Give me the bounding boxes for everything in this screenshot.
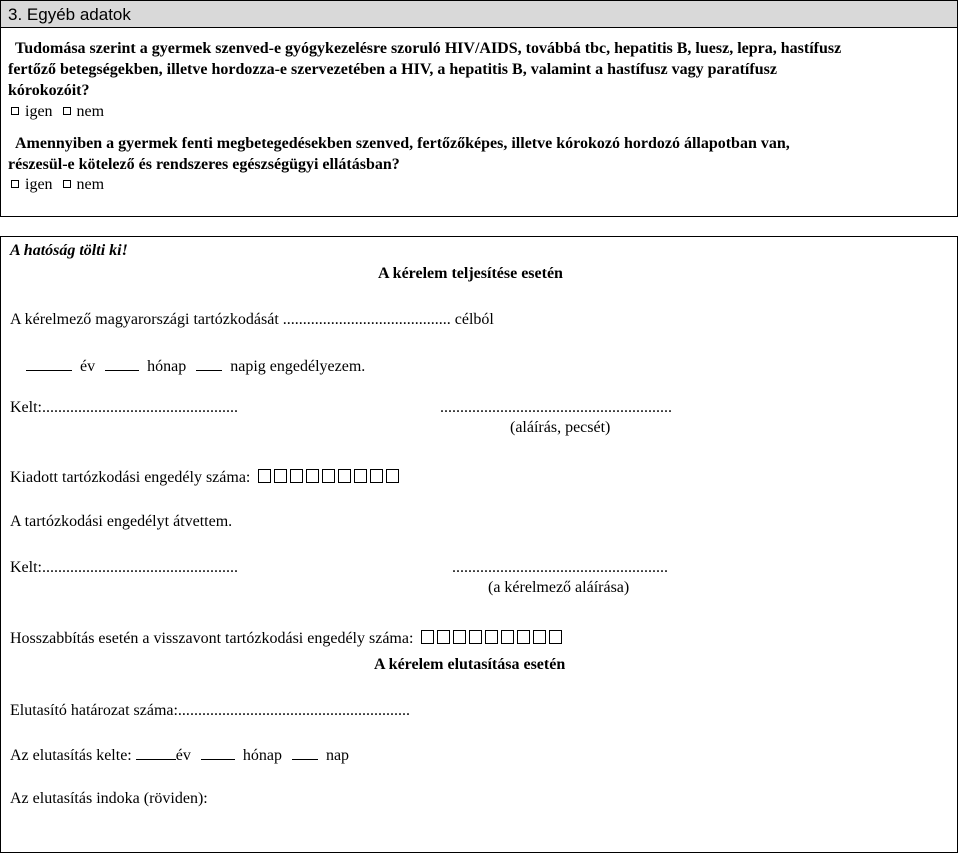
reject-number[interactable] — [10, 702, 410, 720]
authority-note: A hatóság tölti ki! — [10, 242, 128, 259]
q2-no-label: nem — [76, 176, 105, 193]
extension-label: Hosszabbítás esetén a visszavont tartózkodási engedély száma: — [10, 630, 414, 647]
q1-no-checkbox[interactable] — [63, 107, 71, 115]
q1-yes-checkbox[interactable] — [11, 107, 19, 115]
stay-purpose-pre: A kérelmező magyarországi tartózkodását — [10, 311, 279, 328]
reject-year-label: év — [175, 747, 191, 764]
reject-date-label: Az elutasítás kelte: — [10, 747, 132, 764]
signature-1-dots-ext: ....................................................... — [452, 399, 672, 416]
period-line — [26, 356, 365, 376]
q1-no-label: nem — [76, 103, 105, 120]
signature-1-dots: ... — [440, 399, 452, 416]
permit-number-line — [10, 469, 399, 487]
kelt-1-text: Kelt:... — [10, 399, 54, 416]
period-year-label: év — [80, 358, 96, 375]
period-day-field[interactable] — [196, 356, 222, 371]
q1-line3: kórokozóit? — [8, 82, 90, 99]
kelt-2-text: Kelt:... — [10, 559, 54, 576]
reject-month-label: hónap — [242, 747, 282, 764]
kelt-1[interactable] — [10, 399, 238, 417]
stay-purpose-line — [10, 311, 494, 329]
stay-purpose-post: célból — [454, 311, 494, 328]
reject-year-field[interactable] — [136, 745, 176, 760]
q2-yes-checkbox[interactable] — [11, 180, 19, 188]
q2-yes-label: igen — [25, 176, 53, 193]
kelt-2[interactable] — [10, 559, 238, 577]
section-title: 3. Egyéb adatok — [8, 5, 131, 24]
kelt-1-dots: .............................................. — [54, 399, 238, 416]
q2-line2: részesül-e kötelező és rendszeres egészségügyi ellátásban? — [8, 156, 400, 173]
permit-number-boxes[interactable] — [258, 469, 399, 483]
q2-line1: Amennyiben a gyermek fenti megbetegedésekben szenved, fertőzőképes, illetve kórokozó hordozó állapotban van, — [15, 135, 790, 152]
section-header — [0, 0, 958, 28]
period-day-label: napig engedélyezem. — [230, 358, 366, 375]
extension-number-boxes[interactable] — [421, 630, 562, 644]
kelt-2-dots: .............................................. — [54, 559, 238, 576]
extension-line — [10, 630, 562, 648]
reject-number-dots: ....................................................... — [189, 702, 410, 719]
signature-1-label: (aláírás, pecsét) — [510, 419, 611, 436]
q1-line1: Tudomása szerint a gyermek szenved-e gyógykezelésre szoruló HIV/AIDS, továbbá tbc, hepatitis B, luesz, lepra, hastífusz — [15, 40, 842, 57]
q1-yes-label: igen — [25, 103, 53, 120]
period-year-field[interactable] — [26, 356, 72, 371]
reject-month-field[interactable] — [201, 745, 235, 760]
q1-line2: fertőző betegségekben, illetve hordozza-e szervezetében a HIV, a hepatitis B, valamint a hastífusz vagy paratífusz — [8, 61, 777, 78]
period-month-label: hónap — [147, 358, 187, 375]
period-month-field[interactable] — [105, 356, 139, 371]
received-statement: A tartózkodási engedélyt átvettem. — [10, 513, 233, 530]
q1-options — [9, 103, 104, 121]
reject-date-line — [10, 745, 349, 765]
q2-options — [9, 176, 104, 194]
signature-2-dots-ext: ................................................... — [464, 559, 668, 576]
reject-reason-label: Az elutasítás indoka (röviden): — [10, 790, 208, 807]
signature-2-line[interactable] — [452, 559, 668, 577]
q2-no-checkbox[interactable] — [63, 180, 71, 188]
reject-day-label: nap — [325, 747, 350, 764]
signature-2-dots: ... — [452, 559, 464, 576]
stay-purpose-dots: ... — [438, 311, 451, 328]
permit-number-label: Kiadott tartózkodási engedély száma: — [10, 469, 251, 486]
reject-number-text: Elutasító határozat száma:... — [10, 702, 190, 719]
reject-day-field[interactable] — [292, 745, 318, 760]
grant-heading: A kérelem teljesítése esetén — [378, 265, 563, 282]
reject-heading: A kérelem elutasítása esetén — [374, 656, 566, 673]
signature-1-line[interactable] — [440, 399, 672, 417]
stay-purpose-field[interactable]: ....................................... — [282, 311, 439, 328]
signature-2-label: (a kérelmező aláírása) — [488, 579, 630, 596]
